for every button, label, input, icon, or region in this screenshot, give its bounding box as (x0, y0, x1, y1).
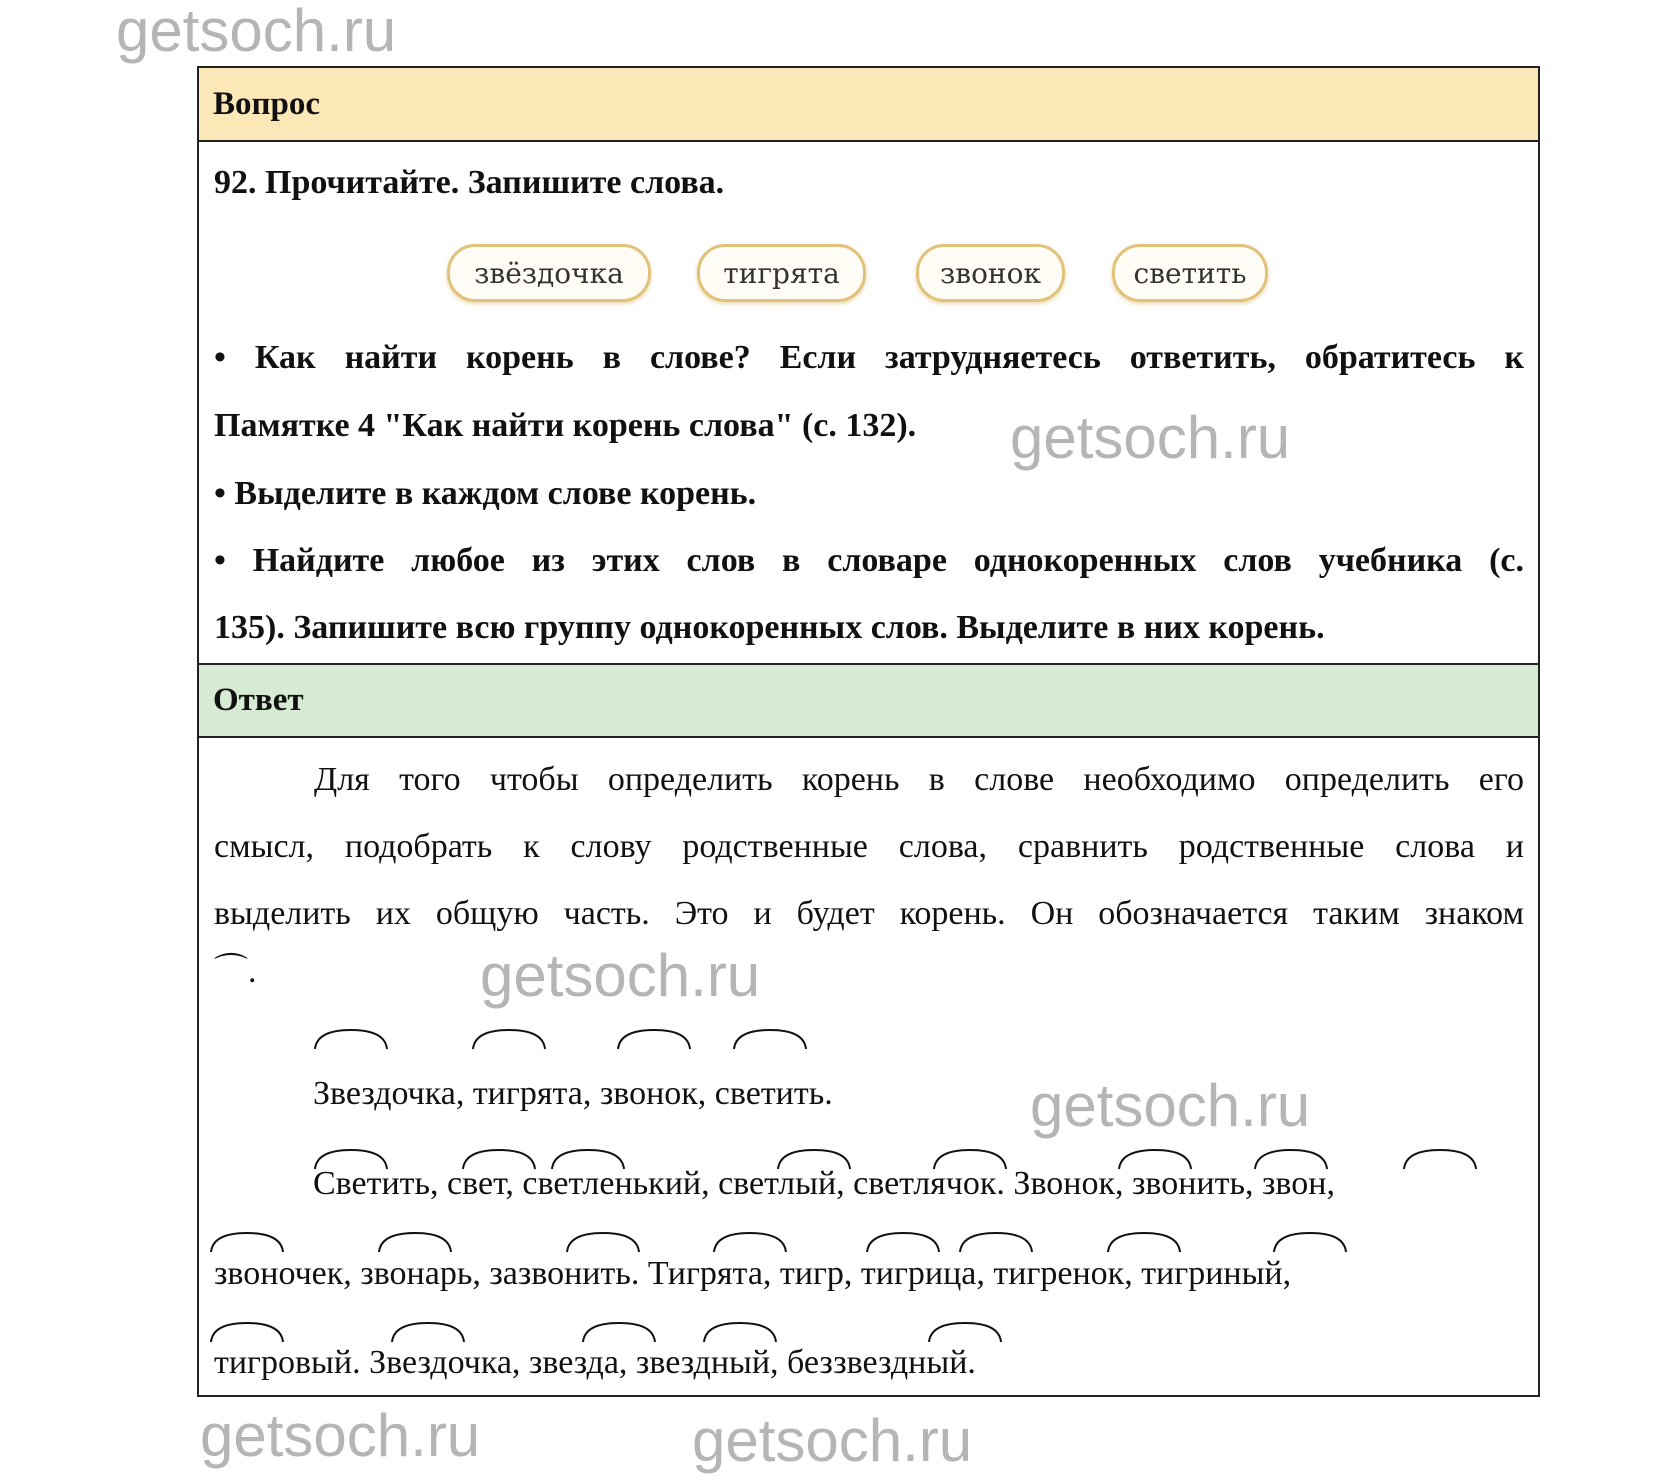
root-arc-icon (1272, 1231, 1348, 1253)
word-pill: звёздочка (447, 244, 651, 302)
word-pill: тигрята (697, 244, 866, 302)
answer-header: Ответ (199, 663, 1538, 738)
root-arc-icon (209, 1321, 285, 1343)
root-arc-icon (471, 1028, 547, 1050)
root-arc-icon (702, 1321, 778, 1343)
question-line: • Как найти корень в слове? Если затрудняетесь ответить, обратитесь к (214, 339, 1524, 376)
root-arc-icon (377, 1231, 453, 1253)
root-arc-icon (313, 1028, 389, 1050)
root-sign: ⌒. (214, 953, 257, 990)
root-arc-icon (927, 1321, 1003, 1343)
watermark: getsoch.ru (200, 1402, 481, 1469)
root-arc-icon (865, 1231, 941, 1253)
qa-card (197, 66, 1540, 1397)
root-arc-icon (461, 1148, 537, 1170)
root-arc-icon (1402, 1148, 1478, 1170)
question-line: 135). Запишите всю группу однокоренных слов. Выделите в них корень. (214, 609, 1325, 646)
question-line: • Найдите любое из этих слов в словаре однокоренных слов учебника (с. (214, 542, 1524, 579)
question-header: Вопрос (199, 68, 1538, 142)
watermark: getsoch.ru (1010, 404, 1291, 471)
answer-line: тигровый. Звездочка, звезда, звездный, беззвездный. (214, 1344, 976, 1381)
root-arc-icon (565, 1231, 641, 1253)
root-arc-icon (932, 1148, 1008, 1170)
root-arc-icon (209, 1231, 285, 1253)
root-arc-icon (1253, 1148, 1329, 1170)
answer-line: Светить, свет, светленький, светлый, светлячок. Звонок, звонить, звон, (313, 1165, 1335, 1202)
watermark: getsoch.ru (692, 1407, 973, 1474)
question-line: • Выделите в каждом слове корень. (214, 475, 757, 512)
root-arc-icon (712, 1231, 788, 1253)
word-pill: звонок (916, 244, 1065, 302)
root-arc-icon (550, 1148, 626, 1170)
root-arc-icon (776, 1148, 852, 1170)
question-title: 92. Прочитайте. Запишите слова. (214, 164, 725, 201)
answer-line: выделить их общую часть. Это и будет корень. Он обозначается таким знаком (214, 895, 1524, 932)
root-arc-icon (616, 1028, 692, 1050)
answer-line: Для того чтобы определить корень в слове необходимо определить его (314, 761, 1524, 798)
root-arc-icon (1117, 1148, 1193, 1170)
answer-line: смысл, подобрать к слову родственные слова, сравнить родственные слова и (214, 828, 1524, 865)
root-arc-icon (732, 1028, 808, 1050)
root-arc-icon (1106, 1231, 1182, 1253)
word-pill: светить (1112, 244, 1268, 302)
watermark: getsoch.ru (116, 0, 397, 64)
root-arc-icon (390, 1321, 466, 1343)
answer-line: звоночек, звонарь, зазвонить. Тигрята, тигр, тигрица, тигренок, тигриный, (214, 1255, 1292, 1292)
root-arc-icon (313, 1148, 389, 1170)
root-arc-icon (958, 1231, 1034, 1253)
watermark: getsoch.ru (1030, 1072, 1311, 1139)
root-arc-icon (581, 1321, 657, 1343)
watermark: getsoch.ru (480, 942, 761, 1009)
question-line: Памятке 4 "Как найти корень слова" (с. 132). (214, 407, 917, 444)
answer-line: Звездочка, тигрята, звонок, светить. (313, 1075, 833, 1112)
